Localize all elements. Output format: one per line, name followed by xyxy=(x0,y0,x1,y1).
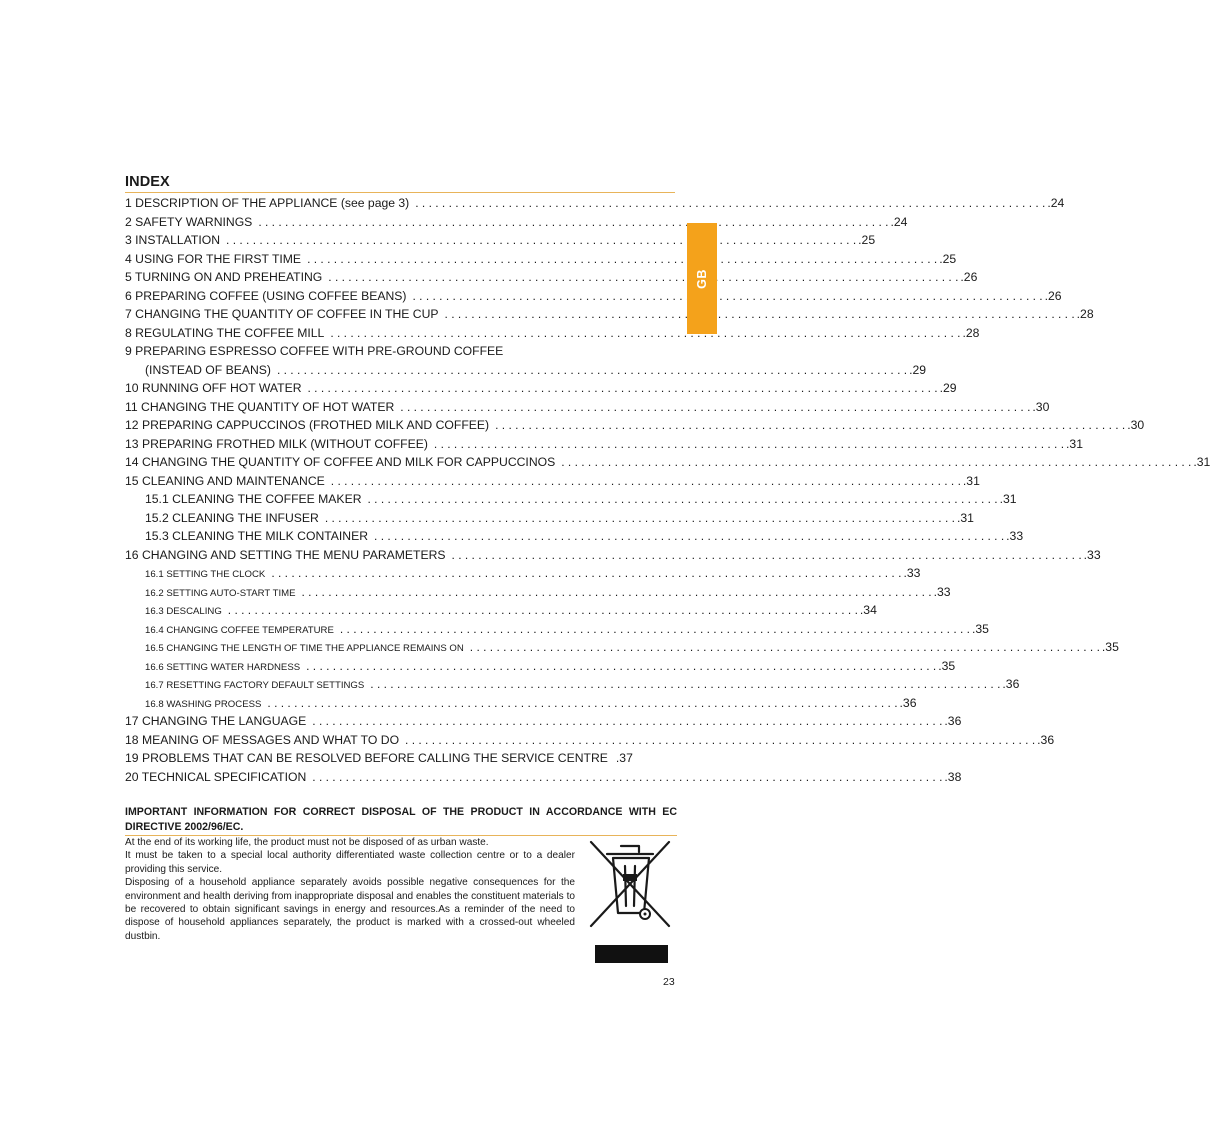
toc-label: 11 CHANGING THE QUANTITY OF HOT WATER xyxy=(125,399,395,414)
toc-label: 16.3 DESCALING xyxy=(145,606,222,617)
toc-page: .37 xyxy=(615,751,633,765)
toc-leader xyxy=(302,585,932,599)
toc-label: 16.8 WASHING PROCESS xyxy=(145,698,262,710)
toc-leader xyxy=(306,659,936,673)
toc-label: 20 TECHNICAL SPECIFICATION xyxy=(125,769,307,784)
toc-entry xyxy=(125,418,1145,437)
toc-label: 2 SAFETY WARNINGS xyxy=(125,214,253,229)
toc-leader xyxy=(312,714,942,728)
toc-label: 19 PROBLEMS THAT CAN BE RESOLVED BEFORE CALLING THE SERVICE CENTRE xyxy=(125,751,608,765)
toc-entry xyxy=(125,640,1119,659)
toc-page: .36 xyxy=(944,714,962,728)
toc-page: .31 xyxy=(1066,436,1083,451)
toc-label: 3 INSTALLATION xyxy=(125,233,221,247)
toc-entry xyxy=(125,214,908,234)
toc-label: 16.1 SETTING THE CLOCK xyxy=(145,569,266,580)
toc-label: 9 PREPARING ESPRESSO COFFEE WITH PRE-GROUND COFFEE xyxy=(125,344,504,358)
toc-leader xyxy=(434,437,1064,451)
toc-label: 12 PREPARING CAPPUCCINOS (FROTHED MILK AND COFFEE) xyxy=(125,418,490,432)
disposal-notice-body xyxy=(125,836,575,943)
notice-paragraph: At the end of its working life, the product must not be disposed of as urban waste. xyxy=(125,837,489,848)
toc-label: (INSTEAD OF BEANS) xyxy=(145,362,271,377)
toc-page: .28 xyxy=(962,325,980,340)
toc-entry xyxy=(125,732,1055,752)
disposal-notice-title: IMPORTANT INFORMATION FOR CORRECT DISPOSAL OF THE PRODUCT IN ACCORDANCE WITH EC DIRECTIVE 2002/96/EC. xyxy=(125,805,677,836)
toc-label: 16.5 CHANGING THE LENGTH OF TIME THE APPLIANCE REMAINS ON xyxy=(145,643,464,654)
toc-entry xyxy=(125,677,1020,696)
toc-entry xyxy=(125,510,974,530)
toc-entry xyxy=(125,751,633,770)
toc-entry xyxy=(125,307,1094,326)
toc-label: 18 MEANING OF MESSAGES AND WHAT TO DO xyxy=(125,732,400,747)
toc-entry xyxy=(125,288,1062,308)
toc-entry xyxy=(125,603,877,622)
toc-page: .35 xyxy=(972,621,989,636)
toc-leader xyxy=(312,770,942,784)
toc-entry xyxy=(125,658,956,678)
notice-paragraph: Disposing of a household appliance separately avoids possible negative consequences for the environment and health deriving from inappropriate disposal and enables the constituent materials to be recovered to obtain significant savings in energy and resources.As a reminder of the need to dispose of household appliances separately, the product is marked with a crossed-out wheeled dustbin. xyxy=(125,877,575,942)
toc-label: 17 CHANGING THE LANGUAGE xyxy=(125,714,307,728)
toc-page: .33 xyxy=(1083,547,1101,562)
notice-paragraph: It must be taken to a special local authority differentiated waste collection centre or to a dealer providing this service. xyxy=(125,850,575,875)
toc-label: 4 USING FOR THE FIRST TIME xyxy=(125,251,302,266)
toc-leader xyxy=(368,492,998,506)
toc-page: .29 xyxy=(909,362,927,377)
toc-leader xyxy=(271,566,901,580)
toc-entry xyxy=(125,381,957,400)
toc-entry xyxy=(125,529,1024,548)
toc-leader xyxy=(405,733,1035,747)
toc-page: .26 xyxy=(1044,288,1062,303)
toc-page: .28 xyxy=(1076,307,1094,321)
toc-page: .35 xyxy=(938,658,956,673)
toc-label: 16.7 RESETTING FACTORY DEFAULT SETTINGS xyxy=(145,680,365,691)
toc-entry xyxy=(125,566,921,585)
toc-page: .33 xyxy=(1006,529,1024,543)
toc-page: .35 xyxy=(1101,640,1119,654)
toc-entry xyxy=(125,251,957,271)
toc-label: 16.2 SETTING AUTO-START TIME xyxy=(145,587,296,599)
toc-label: 16 CHANGING AND SETTING THE MENU PARAMETERS xyxy=(125,547,446,562)
toc-leader xyxy=(277,363,907,377)
toc-label: 5 TURNING ON AND PREHEATING xyxy=(125,270,323,284)
toc-entry xyxy=(125,621,989,641)
toc-leader xyxy=(258,215,888,229)
toc-leader xyxy=(226,233,856,247)
toc-page: .34 xyxy=(859,603,877,617)
toc-page: .38 xyxy=(944,769,962,784)
toc-entry xyxy=(125,344,583,363)
toc-page: .25 xyxy=(939,251,957,266)
toc-page: .25 xyxy=(858,233,876,247)
toc-label: 15.1 CLEANING THE COFFEE MAKER xyxy=(145,492,362,506)
toc-page: .33 xyxy=(903,566,921,580)
toc-page: .30 xyxy=(1032,399,1050,414)
toc-label: 15.3 CLEANING THE MILK CONTAINER xyxy=(145,529,369,543)
toc-leader xyxy=(374,529,1004,543)
underline-bar xyxy=(595,945,668,963)
toc-leader xyxy=(415,196,1045,210)
toc-label: 10 RUNNING OFF HOT WATER xyxy=(125,381,302,395)
toc-entry xyxy=(125,233,876,252)
toc-leader xyxy=(340,622,970,636)
toc-page: .31 xyxy=(999,492,1017,506)
toc-entry xyxy=(125,362,927,382)
toc-entry xyxy=(125,325,980,345)
toc-label: 13 PREPARING FROTHED MILK (WITHOUT COFFEE) xyxy=(125,436,428,451)
toc-entry xyxy=(125,584,951,604)
toc-leader xyxy=(328,270,958,284)
toc-page: .24 xyxy=(1047,196,1065,210)
toc-entry xyxy=(125,399,1050,419)
toc-leader xyxy=(308,381,938,395)
toc-entry xyxy=(125,769,962,789)
toc-label: 1 DESCRIPTION OF THE APPLIANCE (see page 3) xyxy=(125,196,410,210)
toc-label: 7 CHANGING THE QUANTITY OF COFFEE IN THE CUP xyxy=(125,307,439,321)
toc-page: .31 xyxy=(1193,455,1210,469)
toc-entry xyxy=(125,695,917,715)
toc-leader xyxy=(307,252,937,266)
toc-entry xyxy=(125,455,1210,474)
toc-leader xyxy=(331,474,961,488)
toc-page: .26 xyxy=(960,270,978,284)
crossed-out-wheeled-bin-icon xyxy=(585,836,675,932)
toc-leader xyxy=(561,455,1191,469)
toc-label: 15 CLEANING AND MAINTENANCE xyxy=(125,473,325,488)
toc-page: .36 xyxy=(1002,677,1020,691)
toc-entry xyxy=(125,714,962,733)
toc-page: .29 xyxy=(939,381,957,395)
toc-page: .31 xyxy=(962,473,980,488)
language-tab xyxy=(687,223,717,334)
toc-page: .33 xyxy=(933,584,951,599)
toc-leader xyxy=(400,400,1030,414)
toc-entry xyxy=(125,436,1083,456)
toc-leader xyxy=(370,677,1000,691)
language-tab-label: GB xyxy=(695,268,709,289)
toc-label: 14 CHANGING THE QUANTITY OF COFFEE AND MILK FOR CAPPUCCINOS xyxy=(125,455,556,469)
toc-page: .36 xyxy=(899,695,917,710)
toc-entry xyxy=(125,473,980,493)
toc-page: .30 xyxy=(1127,418,1145,432)
toc-label: 16.4 CHANGING COFFEE TEMPERATURE xyxy=(145,624,334,636)
toc-leader xyxy=(445,307,1075,321)
toc-page: .31 xyxy=(956,510,974,525)
toc-label: 16.6 SETTING WATER HARDNESS xyxy=(145,661,301,673)
toc-leader xyxy=(325,511,955,525)
toc-leader xyxy=(452,548,1082,562)
toc-entry xyxy=(125,492,1017,511)
page-number: 23 xyxy=(663,976,675,988)
toc-leader xyxy=(495,418,1125,432)
toc-leader xyxy=(330,326,960,340)
toc-leader xyxy=(470,640,1100,654)
toc-leader xyxy=(412,289,1042,303)
page-title: INDEX xyxy=(125,174,675,193)
toc-label: 15.2 CLEANING THE INFUSER xyxy=(145,510,319,525)
toc-label: 6 PREPARING COFFEE (USING COFFEE BEANS) xyxy=(125,288,407,303)
toc-page: .36 xyxy=(1037,732,1055,747)
toc-entry xyxy=(125,196,1065,215)
toc-page: .24 xyxy=(890,214,908,229)
toc-leader xyxy=(228,603,858,617)
toc-leader xyxy=(267,696,897,710)
toc-entry xyxy=(125,547,1101,567)
toc-label: 8 REGULATING THE COFFEE MILL xyxy=(125,325,325,340)
